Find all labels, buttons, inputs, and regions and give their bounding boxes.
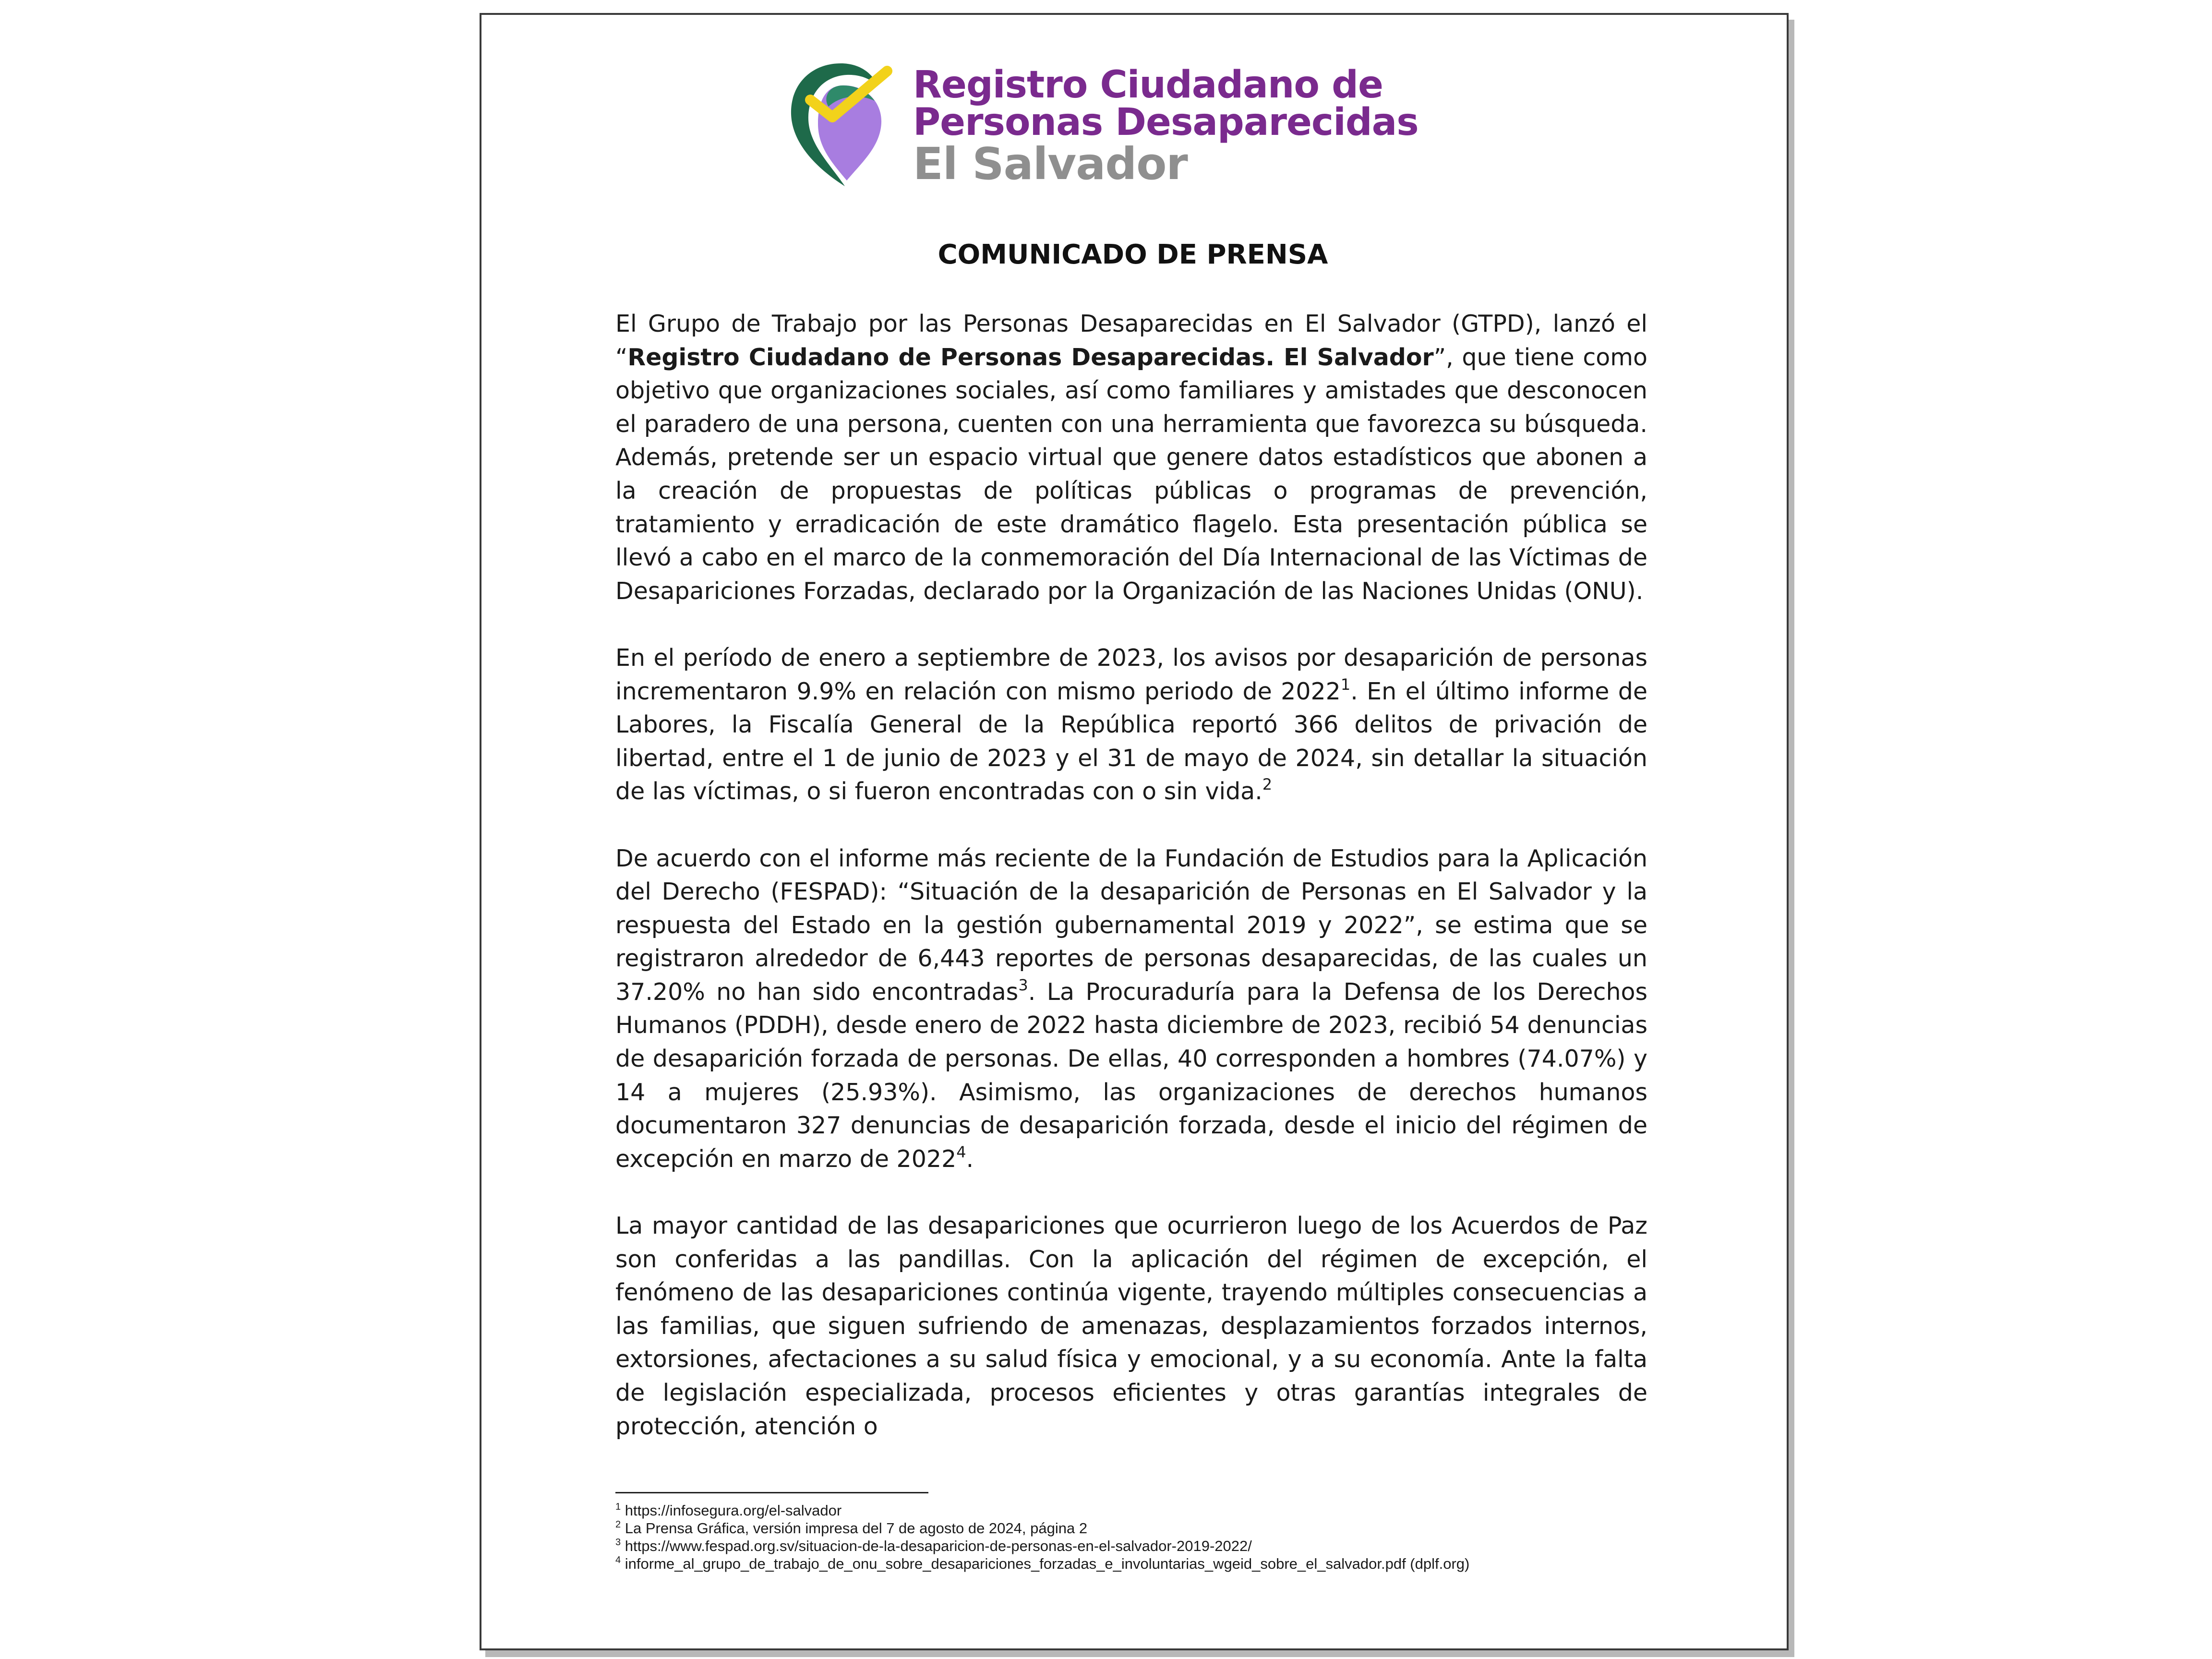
paragraph-4: La mayor cantidad de las desapariciones que ocurrieron luego de los Acuerdos de Paz son conferidas a las pandillas. Con la aplicación del régimen de excepción, el fenómeno de las desapariciones continúa vigente, trayendo múltiples consecuencias a las familias, que siguen sufriendo de amenazas, desplazamientos forzados internos, extorsiones, afectaciones a su salud física y emocional, y a su economía. Ante la falta de legislación especializada, procesos eficientes y otras garantías integrales de protección, atención o bbox=[615, 1212, 1647, 1440]
registry-name: Registro Ciudadano de Personas Desaparecidas. El Salvador bbox=[627, 343, 1434, 371]
document-title: COMUNICADO DE PRENSA bbox=[938, 239, 1328, 270]
footnote-text: https://www.fespad.org.sv/situacion-de-la-desaparicion-de-personas-en-el-salvador-2019-2022/ bbox=[621, 1538, 1252, 1554]
footnote-text: https://infosegura.org/el-salvador bbox=[621, 1502, 842, 1519]
paragraph-3-part-3: . bbox=[966, 1145, 974, 1173]
paragraph-2-part-1: En el período de enero a septiembre de 2023, los avisos por desaparición de personas incrementaron 9.9% en relación con mismo periodo de 2022 bbox=[615, 644, 1647, 705]
footnote-1 bbox=[615, 1502, 1671, 1519]
footnote-number: 2 bbox=[615, 1519, 621, 1530]
logo-line-2: Personas Desaparecidas bbox=[913, 101, 1419, 144]
paragraph-2-part-2: . En el último informe de Labores, la Fiscalía General de la República reportó 366 delitos de privación de libertad, entre el 1 de junio de 2023 y el 31 de mayo de 2024, sin detallar la situación de las víctimas, o si fueron encontradas con o sin vida. bbox=[615, 677, 1647, 805]
logo-line-3: El Salvador bbox=[913, 138, 1188, 190]
paragraph-1-rest: ”, que tiene como objetivo que organizaciones sociales, así como familiares y amistades que desconocen el paradero de una persona, cuenten con una herramienta que favorezca su búsqueda. Además, pretende ser un espacio virtual que genere datos estadísticos que abonen a la creación de propuestas de políticas públicas o programas de prevención, tratamiento y erradicación de este dramático flagelo. Esta presentación pública se llevó a cabo en el marco de la conmemoración del Día Internacional de las Víctimas de Desapariciones Forzadas, declarado por la Organización de las Naciones Unidas (ONU). bbox=[615, 343, 1647, 605]
footnote-2 bbox=[615, 1519, 1671, 1537]
location-pin-check-icon bbox=[788, 60, 894, 190]
footnote-ref-4: 4 bbox=[956, 1142, 966, 1161]
footnote-number: 4 bbox=[615, 1555, 621, 1565]
paragraph-3-part-1: De acuerdo con el informe más reciente de la Fundación de Estudios para la Aplicación del Derecho (FESPAD): “Situación de la desaparición de Personas en El Salvador y la respuesta del Estado en la gestión gubernamental 2019 y 2022”, se estima que se registraron alrededor de 6,443 reportes de personas desaparecidas, de las cuales un 37.20% no han sido encontradas bbox=[615, 844, 1647, 1006]
paragraph-2 bbox=[615, 641, 1647, 808]
organization-logo bbox=[788, 60, 1508, 195]
footnote-4 bbox=[615, 1555, 1671, 1573]
logo-line-1: Registro Ciudadano de bbox=[913, 63, 1383, 107]
footnote-text: informe_al_grupo_de_trabajo_de_onu_sobre_desapariciones_forzadas_e_involuntarias_wgeid_sobre_el_salvador.pdf (dplf.org) bbox=[621, 1555, 1470, 1572]
footnote-ref-1: 1 bbox=[1340, 675, 1351, 694]
footnotes bbox=[615, 1502, 1671, 1573]
paragraph-3-part-2: . La Procuraduría para la Defensa de los Derechos Humanos (PDDH), desde enero de 2022 hasta diciembre de 2023, recibió 54 denuncias de desaparición forzada de personas. De ellas, 40 corresponden a hombres (74.07%) y 14 a mujeres (25.93%). Asimismo, las organizaciones de derechos humanos documentaron 327 denuncias de desaparición forzada, desde el inicio del régimen de excepción en marzo de 2022 bbox=[615, 978, 1648, 1173]
document-body bbox=[615, 307, 1647, 1443]
footnote-ref-2: 2 bbox=[1262, 775, 1273, 794]
paragraph-1-intro: El Grupo de Trabajo por las Personas Desaparecidas en El Salvador (GTPD), lanzó el “ bbox=[615, 310, 1647, 371]
paragraph-3 bbox=[615, 842, 1647, 1176]
footnote-ref-3: 3 bbox=[1018, 975, 1028, 994]
footnote-separator bbox=[615, 1492, 928, 1493]
logo-wordmark bbox=[913, 63, 1419, 190]
footnote-3 bbox=[615, 1537, 1671, 1555]
footnote-text: La Prensa Gráfica, versión impresa del 7 de agosto de 2024, página 2 bbox=[621, 1520, 1088, 1537]
footnote-number: 3 bbox=[615, 1537, 621, 1548]
paragraph-1 bbox=[615, 307, 1647, 608]
footnote-number: 1 bbox=[615, 1502, 621, 1512]
